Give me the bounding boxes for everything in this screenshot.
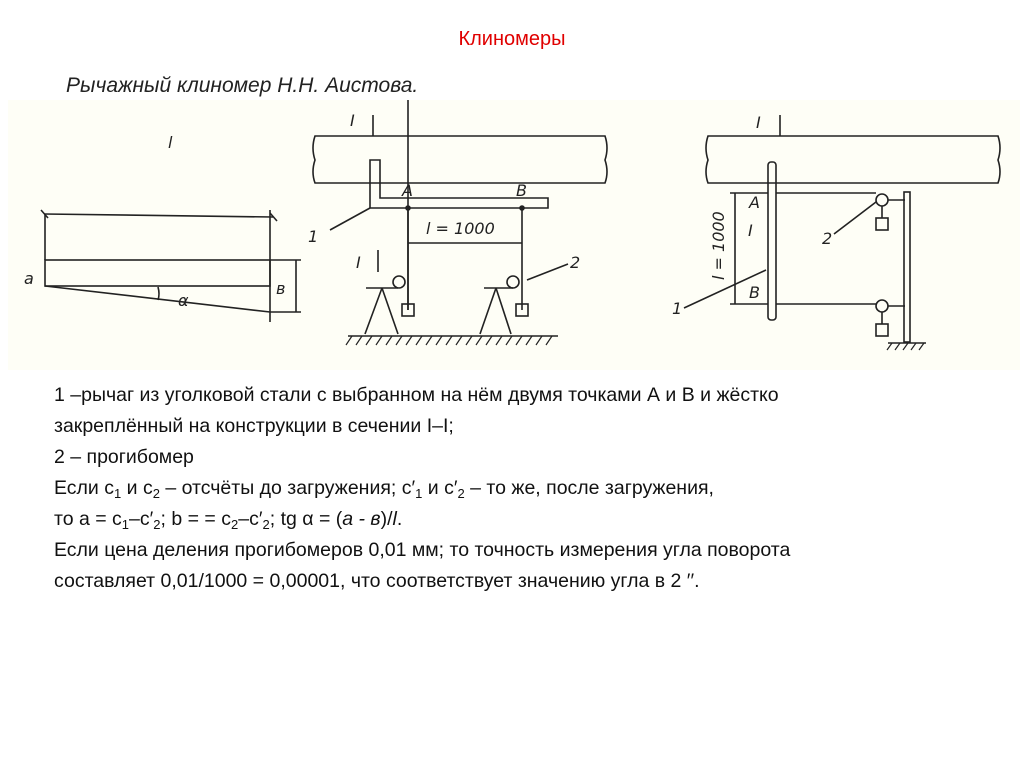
text-line-4: Если $с_1$ и $с_2$ – отсчёты до загружения; $с'_1$ и $с'_2$ – то же, после загружения, [54, 477, 714, 501]
horizontal-clinometer-diagram [308, 100, 607, 345]
right-length-1000-label: l = 1000 [709, 211, 728, 280]
point-a-label: A [402, 181, 413, 200]
point-b-label: B [516, 181, 527, 200]
right-point-b-label: B [749, 283, 760, 302]
text-line-3: 2 – прогибомер [54, 446, 194, 468]
right-callout-1: 1 [672, 299, 683, 318]
length-1000-label: l = 1000 [426, 219, 495, 238]
callout-1: 1 [308, 227, 319, 246]
b-label: в [276, 279, 286, 298]
right-section-i-mid: I [748, 221, 753, 240]
clinometer-figure [8, 100, 1020, 370]
section-i-bottom: I [356, 253, 361, 272]
text-line-7: составляет 0,01/1000 = 0,00001, что соответствует значению угла в 2 ′′. [54, 570, 700, 592]
section-i-top: I [350, 111, 355, 130]
text-line-6: Если цена деления прогибомеров 0,01 мм; то точность измерения угла поворота [54, 539, 791, 561]
text-line-1: 1 –рычаг из уголковой стали с выбранном на нём двумя точками А и В и жёстко [54, 384, 779, 406]
text-line-2: закреплённый на конструкции в сечении I–I; [54, 415, 454, 437]
text-line-5-formula: то $а = с_1-с'_2$; b = = $с_2-с'_2$; tg α = (а - в)/l. [54, 508, 403, 532]
callout-2: 2 [570, 253, 581, 272]
angle-geometry-diagram [24, 133, 301, 322]
right-callout-2: 2 [822, 229, 833, 248]
slide-subtitle: Рычажный клиномер Н.Н. Аистова. [66, 74, 419, 97]
description-text [54, 380, 1004, 597]
right-point-a-label: A [749, 193, 760, 212]
a-label: a [24, 269, 34, 288]
right-section-i-top: I [756, 113, 761, 132]
alpha-label: α [178, 291, 189, 310]
vertical-clinometer-diagram [672, 113, 1000, 350]
length-l-label: l [168, 133, 173, 152]
slide-title: Клиномеры [458, 28, 566, 50]
